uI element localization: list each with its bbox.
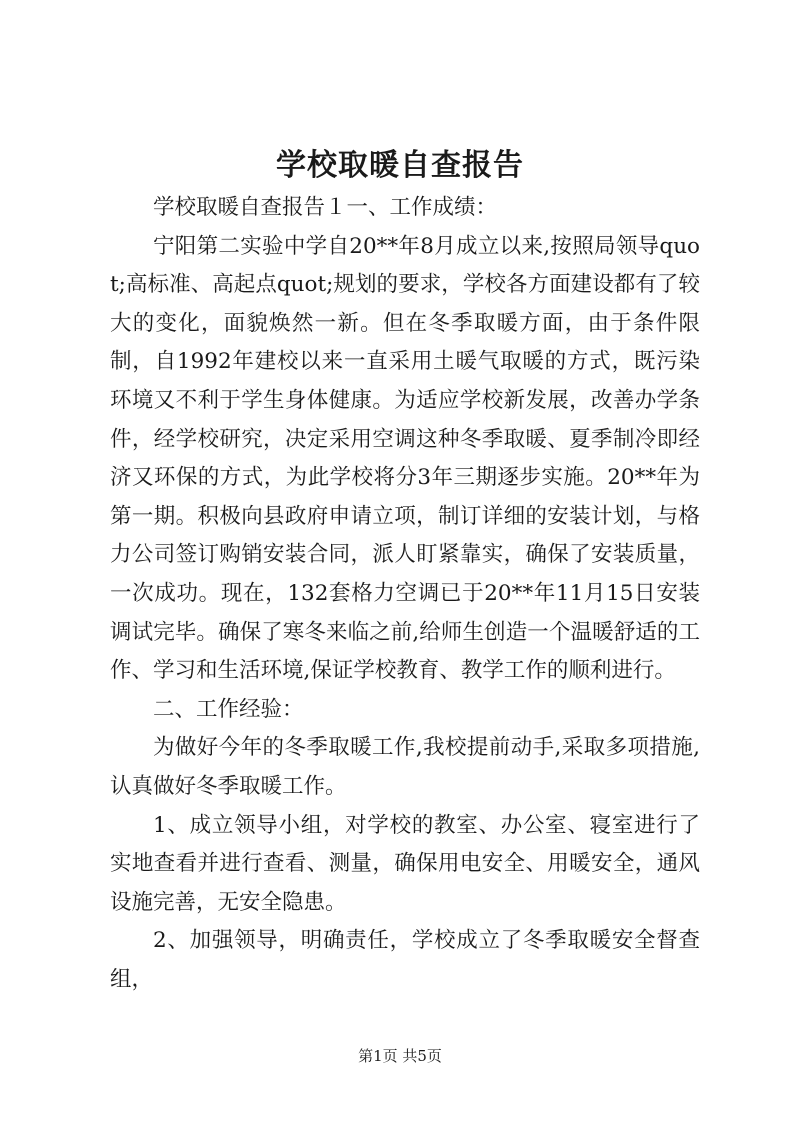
paragraph-experience-intro: 为做好今年的冬季取暖工作,我校提前动手,采取多项措施,认真做好冬季取暖工作。 (110, 735, 700, 799)
paragraph-intro-heading: 学校取暖自查报告１一、工作成绩： (153, 195, 498, 220)
document-title: 学校取暖自查报告 (276, 148, 524, 183)
paragraph-item-1: 1、成立领导小组，对学校的教室、办公室、寝室进行了实地查看并进行查看、测量，确保用电安全、用暖安全，通风设施完善，无安全隐患。 (110, 812, 700, 915)
paragraph-work-achievements: 宁阳第二实验中学自20**年8月成立以来,按照局领导quot;高标准、高起点quot;规划的要求，学校各方面建设都有了较大的变化，面貌焕然一新。但在冬季取暖方面，由于条件限制，自1992年建校以来一直采用土暖气取暖的方式，既污染环境又不利于学生身体健康。为适应学校新发展，改善办学条件，经学校研究，决定采用空调这种冬季取暖、夏季制冷即经济又环保的方式，为此学校将分3年三期逐步实施。20**年为第一期。积极向县政府申请立项，制订详细的安装计划，与格力公司签订购销安装合同，派人盯紧靠实，确保了安装质量，一次成功。现在，132套格力空调已于20**年11月15日安装调试完毕。确保了寒冬来临之前,给师生创造一个温暖舒适的工作、学习和生活环境,保证学校教育、教学工作的顺利进行。 (110, 233, 700, 684)
page-footer: 第1页 共5页 (358, 1047, 442, 1065)
document-body (110, 189, 700, 999)
paragraph-item-2: 2、加强领导，明确责任，学校成立了冬季取暖安全督查组， (110, 928, 700, 992)
paragraph-experience-heading: 二、工作经验： (153, 696, 304, 722)
